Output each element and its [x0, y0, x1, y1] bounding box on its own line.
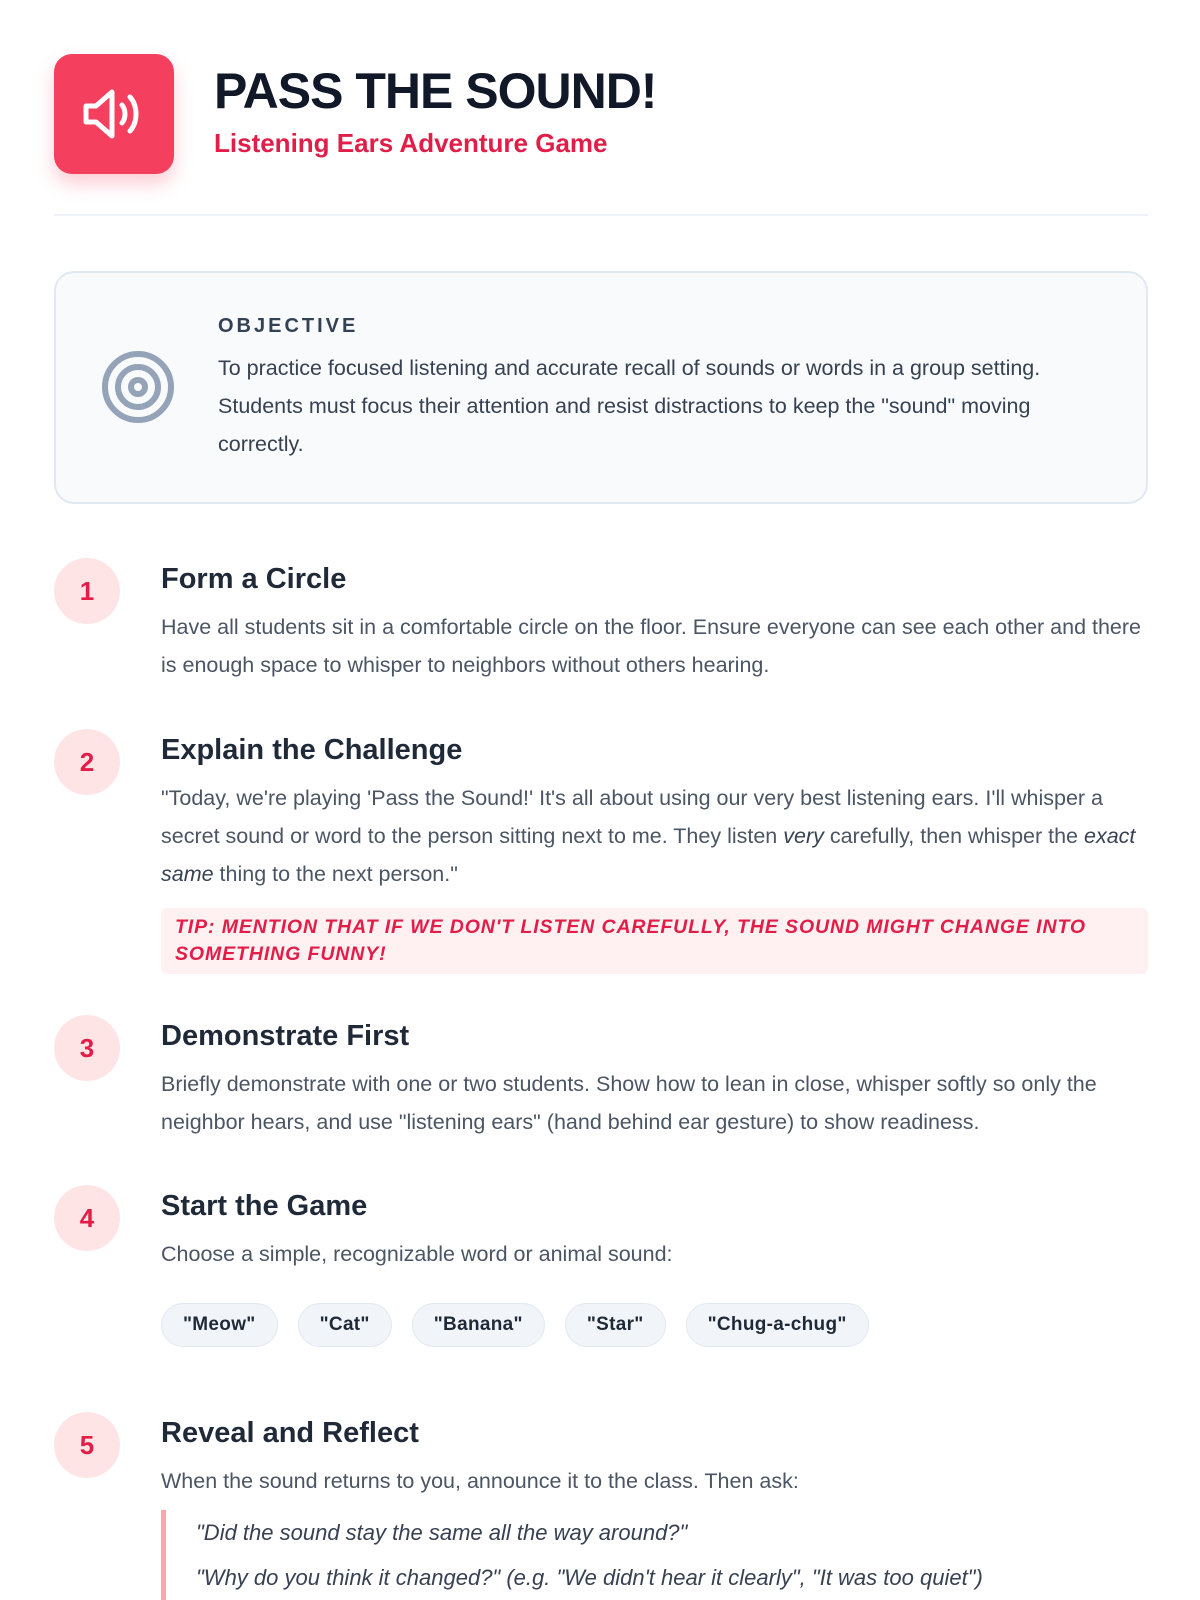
- step-number: 1: [54, 558, 120, 624]
- step-title: Start the Game: [161, 1190, 368, 1222]
- step-title: Demonstrate First: [161, 1020, 410, 1052]
- sound-chips: [161, 1303, 869, 1347]
- objective-label: OBJECTIVE: [218, 315, 359, 337]
- page-subtitle: Listening Ears Adventure Game: [214, 128, 608, 158]
- reflection-questions: [161, 1510, 1148, 1600]
- step-text: Choose a simple, recognizable word or animal sound:: [161, 1242, 673, 1266]
- step-text-part: carefully, then whisper the: [823, 824, 1084, 848]
- page-header: [54, 54, 1148, 216]
- emphasis-exact-same: exact same: [161, 824, 1136, 886]
- tip-callout: TIP: MENTION THAT IF WE DON'T LISTEN CAREFULLY, THE SOUND MIGHT CHANGE INTO SOMETHING FUNNY!: [161, 908, 1148, 974]
- sound-chip: "Banana": [412, 1303, 545, 1347]
- sound-chip: "Cat": [298, 1303, 392, 1347]
- step-title: Form a Circle: [161, 563, 347, 595]
- emphasis-very: very: [783, 824, 824, 848]
- step-number: 4: [54, 1185, 120, 1251]
- step-text: Briefly demonstrate with one or two students. Show how to lean in close, whisper softly so only the neighbor hears, and use "listening ears" (hand behind ear gesture) to show readiness.: [161, 1072, 1097, 1134]
- reflection-question: "Did the sound stay the same all the way around?": [196, 1520, 688, 1545]
- step-number: 3: [54, 1015, 120, 1081]
- step-number: 2: [54, 729, 120, 795]
- step-number: 5: [54, 1412, 120, 1478]
- speaker-icon: [54, 54, 174, 174]
- target-icon: [100, 349, 176, 425]
- objective-card: [54, 271, 1148, 504]
- step-text: When the sound returns to you, announce it to the class. Then ask:: [161, 1469, 799, 1493]
- page-title: PASS THE SOUND!: [214, 63, 657, 119]
- step-text-part: thing to the next person.": [213, 862, 458, 886]
- objective-text: To practice focused listening and accurate recall of sounds or words in a group setting. Students must focus their attention and resist distractions to keep the "sound" moving correctly.: [218, 356, 1041, 456]
- step-text: Have all students sit in a comfortable circle on the floor. Ensure everyone can see each other and there is enough space to whisper to neighbors without others hearing.: [161, 615, 1142, 677]
- sound-chip: "Meow": [161, 1303, 278, 1347]
- step-title: Explain the Challenge: [161, 734, 463, 766]
- reflection-question: "Why do you think it changed?" (e.g. "We didn't hear it clearly", "It was too quiet"): [196, 1565, 983, 1590]
- sound-chip: "Chug-a-chug": [686, 1303, 869, 1347]
- step-title: Reveal and Reflect: [161, 1417, 419, 1449]
- sound-chip: "Star": [565, 1303, 666, 1347]
- step-text-part: "Today, we're playing 'Pass the Sound!' It's all about using our very best listening ears. I'll whisper a secret sound or word to the person sitting next to me. They listen: [161, 786, 1104, 848]
- step-text: [161, 779, 1146, 893]
